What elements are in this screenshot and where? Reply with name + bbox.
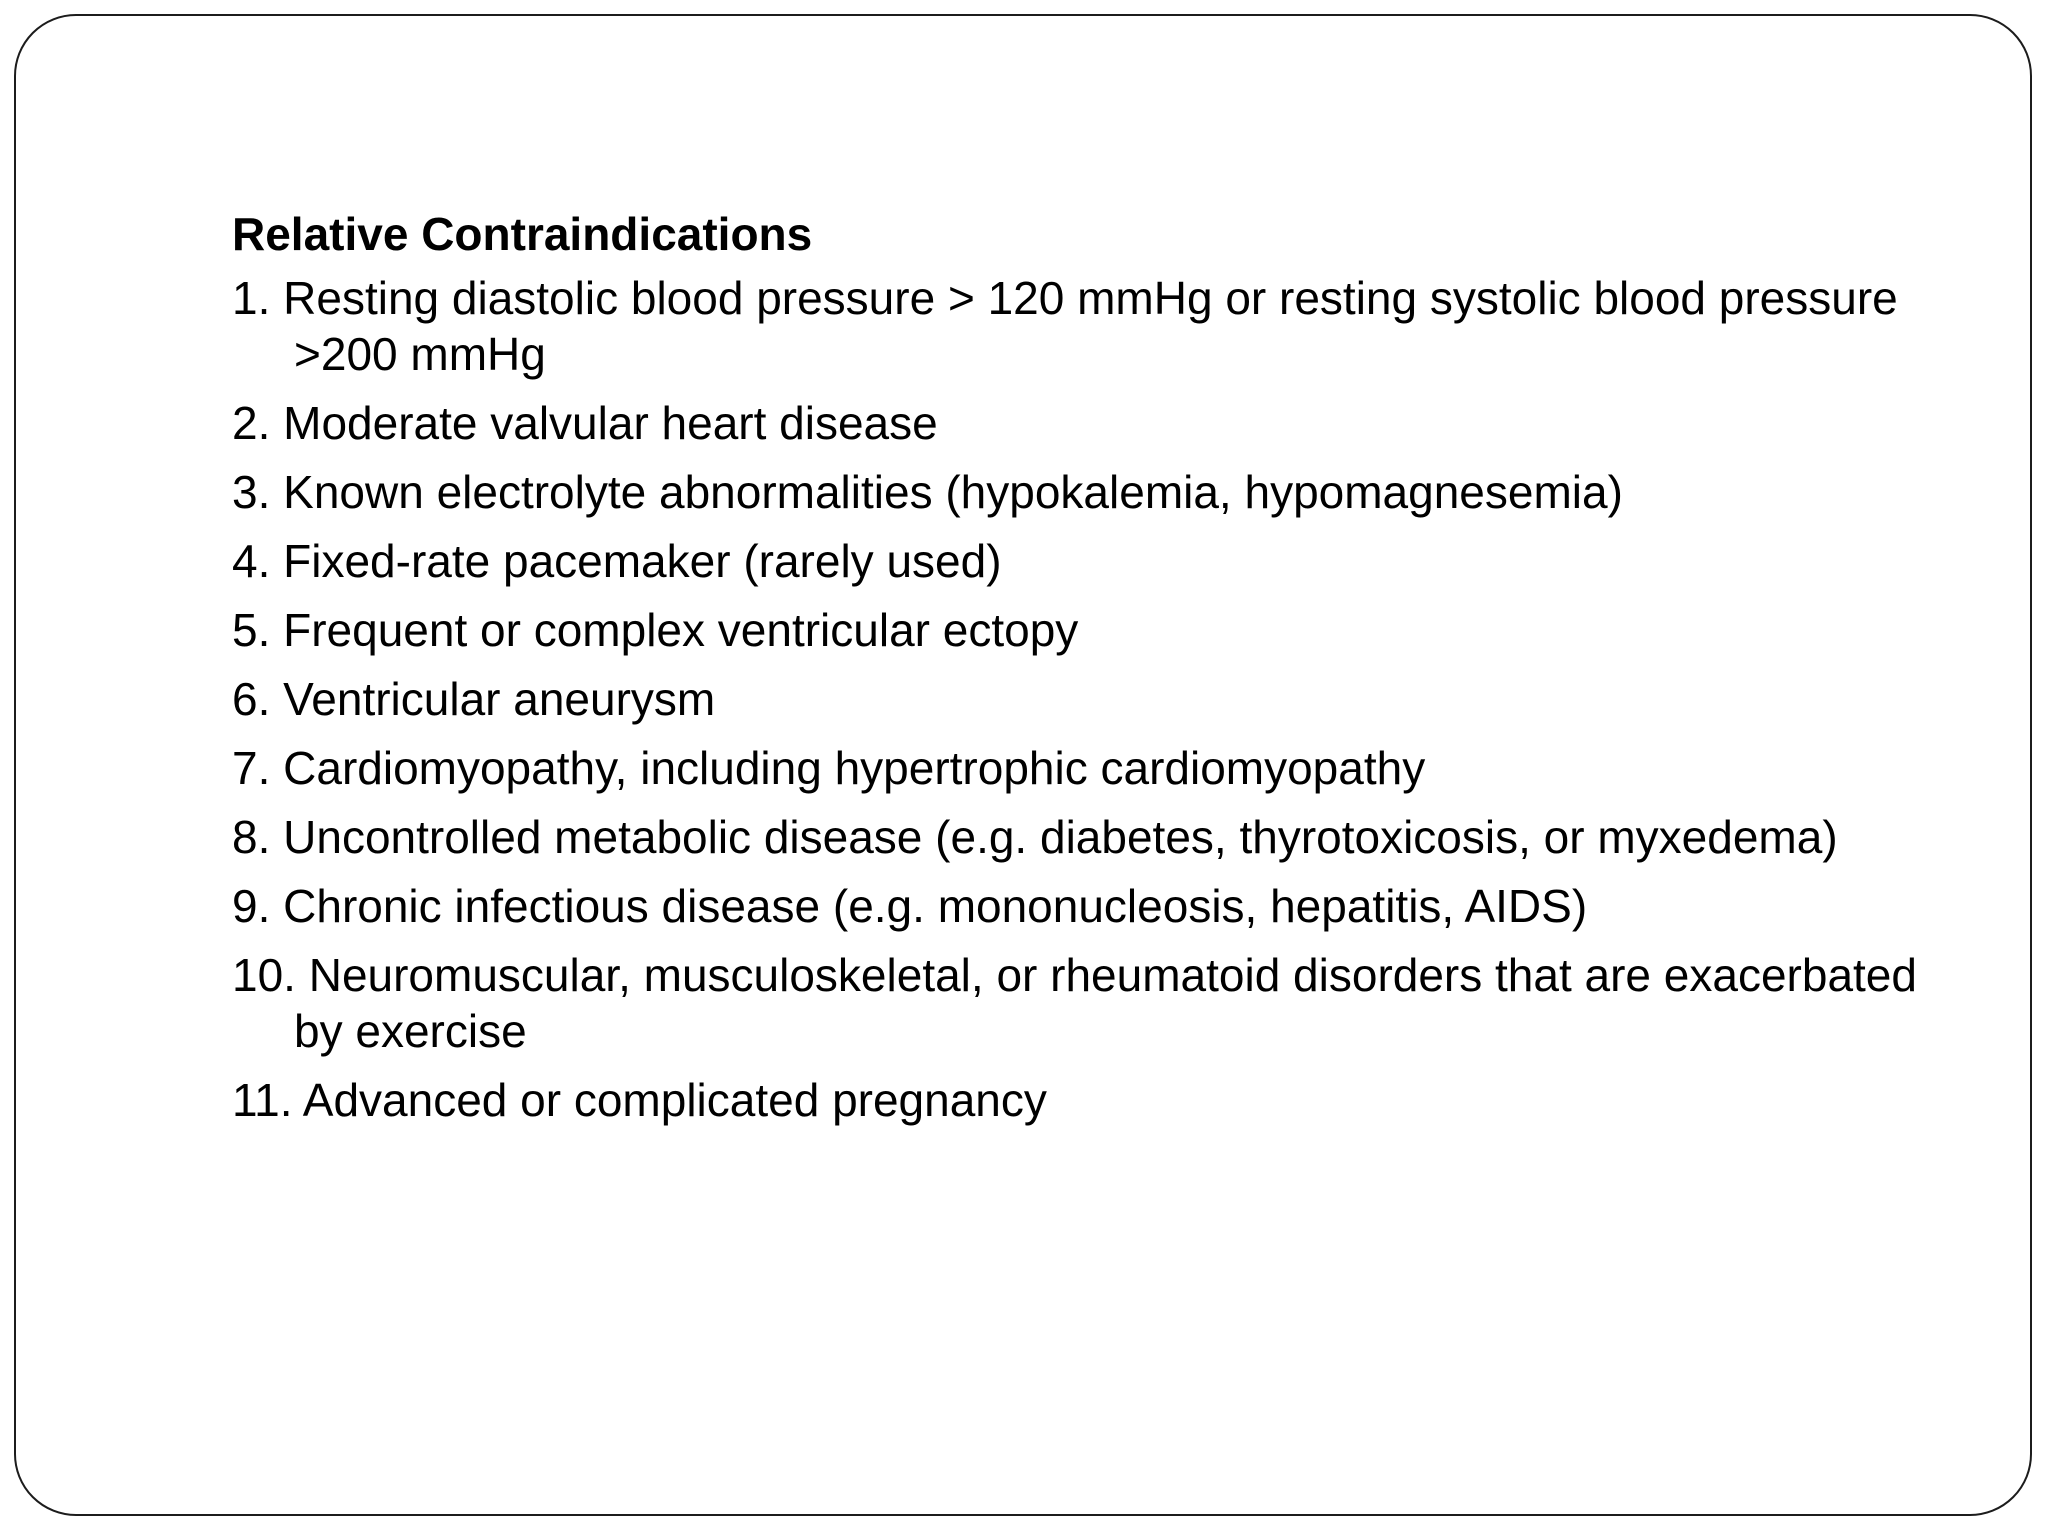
list-item: 9. Chronic infectious disease (e.g. mononucleosis, hepatitis, AIDS) (232, 880, 1588, 932)
contraindications-list (232, 270, 1932, 1128)
slide-content (232, 206, 1932, 1141)
list-item: 8. Uncontrolled metabolic disease (e.g. diabetes, thyrotoxicosis, or myxedema) (232, 811, 1838, 863)
slide-frame (14, 14, 2032, 1516)
list-item: 1. Resting diastolic blood pressure > 120 mmHg or resting systolic blood pressure >200 mmHg (232, 272, 1898, 380)
list-item: 2. Moderate valvular heart disease (232, 397, 938, 449)
slide-heading: Relative Contraindications (232, 208, 813, 260)
list-item: 10. Neuromuscular, musculoskeletal, or rheumatoid disorders that are exacerbated by exercise (232, 949, 1917, 1057)
list-item: 4. Fixed-rate pacemaker (rarely used) (232, 535, 1002, 587)
list-item: 5. Frequent or complex ventricular ectopy (232, 604, 1079, 656)
list-item: 11. Advanced or complicated pregnancy (232, 1074, 1047, 1126)
list-item: 7. Cardiomyopathy, including hypertrophic cardiomyopathy (232, 742, 1426, 794)
list-item: 6. Ventricular aneurysm (232, 673, 716, 725)
list-item: 3. Known electrolyte abnormalities (hypokalemia, hypomagnesemia) (232, 466, 1623, 518)
